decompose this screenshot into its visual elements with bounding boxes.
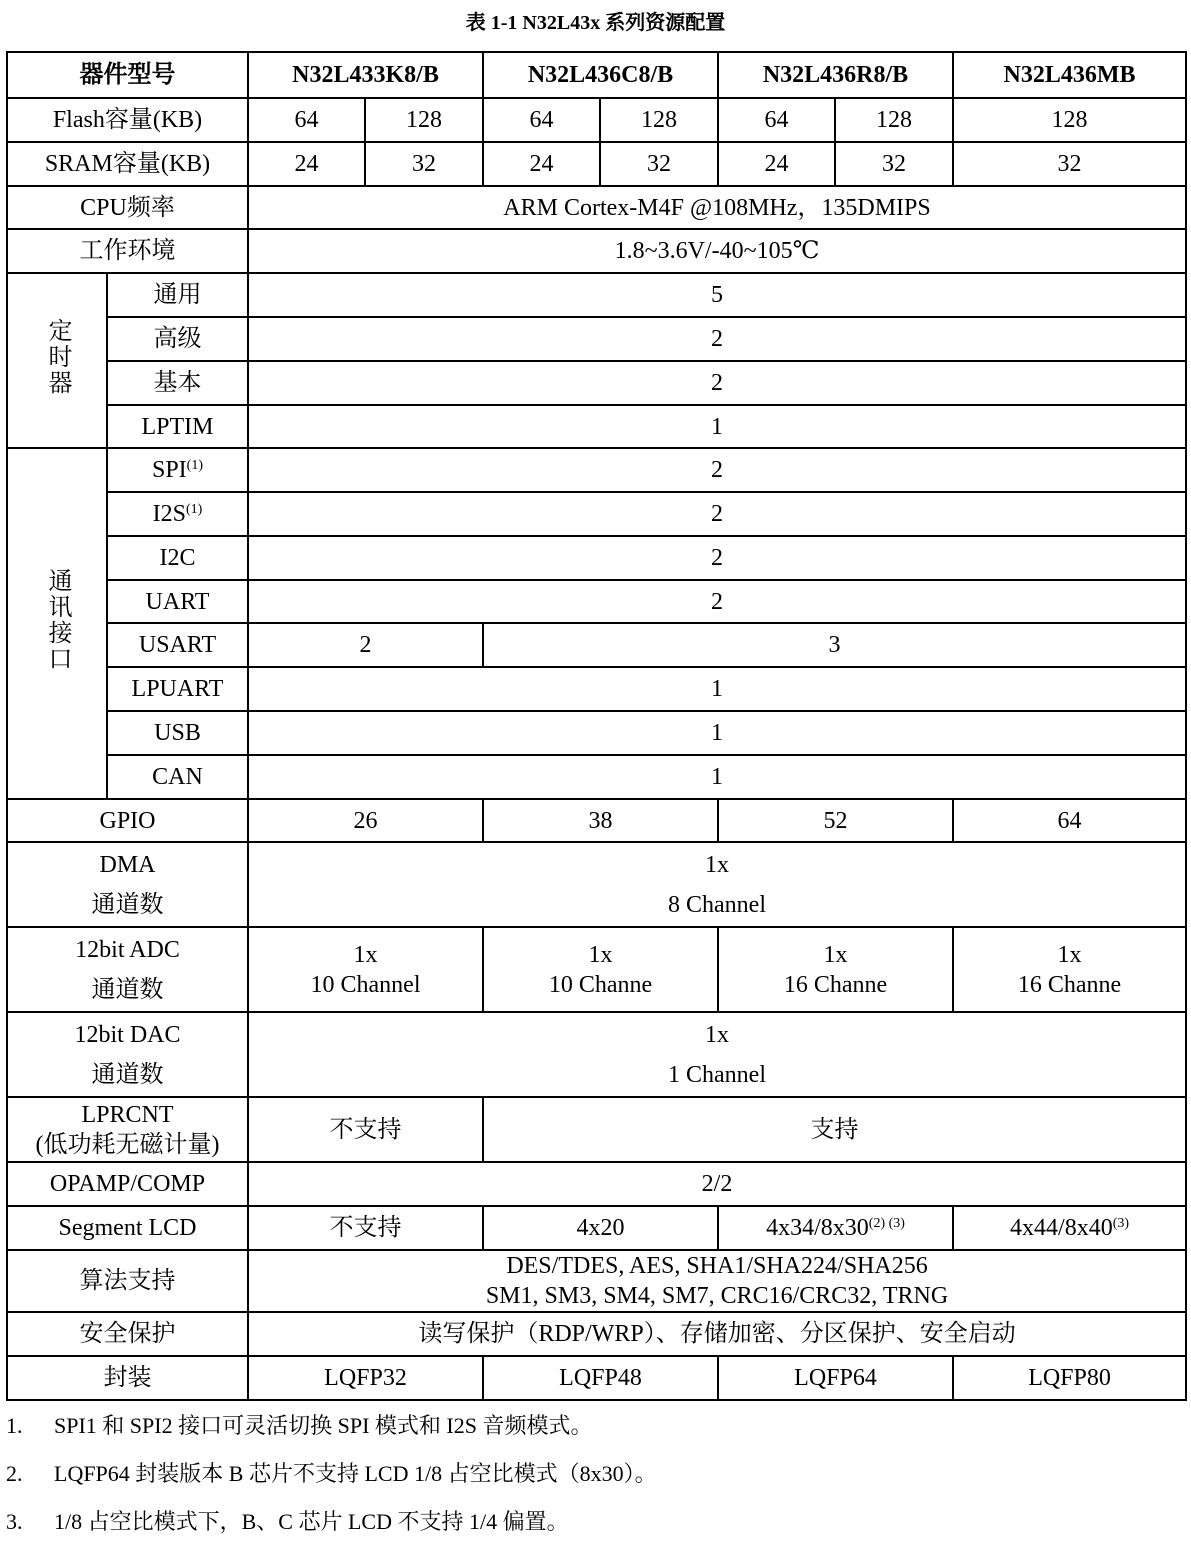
row-label: Flash容量(KB) bbox=[7, 98, 248, 142]
row-label: 封装 bbox=[7, 1356, 248, 1400]
row-label: USART bbox=[107, 623, 248, 667]
adc-value: 1x 16 Channe bbox=[953, 927, 1186, 1012]
comm-value: 2 bbox=[248, 536, 1186, 580]
row-label: 12bit ADC 通道数 bbox=[7, 927, 248, 1012]
row-label: CPU频率 bbox=[7, 186, 248, 229]
flash-value: 64 bbox=[483, 98, 600, 142]
lprcnt-value: 支持 bbox=[483, 1097, 1186, 1162]
sram-value: 32 bbox=[365, 142, 483, 186]
security-row bbox=[7, 1312, 1186, 1356]
lprcnt-row bbox=[7, 1097, 1186, 1162]
resource-table bbox=[6, 51, 1187, 1401]
row-label: 算法支持 bbox=[7, 1250, 248, 1312]
row-label: LPRCNT (低功耗无磁计量) bbox=[7, 1097, 248, 1162]
row-label: CAN bbox=[107, 755, 248, 799]
comm-row bbox=[7, 448, 1186, 492]
comm-row bbox=[7, 667, 1186, 711]
flash-value: 128 bbox=[600, 98, 718, 142]
gpio-row bbox=[7, 799, 1186, 842]
cpu-row bbox=[7, 186, 1186, 229]
footnote: 3. 1/8 占空比模式下，B、C 芯片 LCD 不支持 1/4 偏置。 bbox=[6, 1509, 569, 1534]
row-label: UART bbox=[107, 580, 248, 623]
row-label: 工作环境 bbox=[7, 229, 248, 273]
timer-row bbox=[7, 273, 1186, 317]
timer-value: 5 bbox=[248, 273, 1186, 317]
sram-value: 32 bbox=[835, 142, 953, 186]
row-label: Segment LCD bbox=[7, 1206, 248, 1250]
gpio-value: 52 bbox=[718, 799, 953, 842]
footnotes bbox=[6, 1402, 1176, 1546]
cpu-value: ARM Cortex-M4F @108MHz，135DMIPS bbox=[248, 186, 1186, 229]
algo-value: DES/TDES, AES, SHA1/SHA224/SHA256 SM1, SM3, SM4, SM7, CRC16/CRC32, TRNG bbox=[248, 1250, 1186, 1312]
comm-value: 3 bbox=[483, 623, 1186, 667]
header-corner: 器件型号 bbox=[7, 52, 248, 98]
opamp-value: 2/2 bbox=[248, 1162, 1186, 1206]
gpio-value: 26 bbox=[248, 799, 483, 842]
lprcnt-value: 不支持 bbox=[248, 1097, 483, 1162]
gpio-value: 38 bbox=[483, 799, 718, 842]
lcd-value: $4x34/8x30^{(2) (3)}$ bbox=[718, 1206, 953, 1250]
comm-row bbox=[7, 536, 1186, 580]
sram-value: 32 bbox=[600, 142, 718, 186]
model-header: N32L433K8/B bbox=[248, 52, 483, 98]
dma-row bbox=[7, 842, 1186, 927]
package-value: LQFP32 bbox=[248, 1356, 483, 1400]
sram-value: 24 bbox=[718, 142, 835, 186]
sram-row bbox=[7, 142, 1186, 186]
comm-group-label: 通讯接口 bbox=[7, 448, 107, 799]
comm-value: 2 bbox=[248, 448, 1186, 492]
model-header: N32L436R8/B bbox=[718, 52, 953, 98]
row-label: SPI$^{(1)}$ bbox=[107, 448, 248, 492]
lcd-value: 4x20 bbox=[483, 1206, 718, 1250]
adc-value: 1x 10 Channe bbox=[483, 927, 718, 1012]
opamp-row bbox=[7, 1162, 1186, 1206]
row-label: USB bbox=[107, 711, 248, 755]
timer-value: 1 bbox=[248, 405, 1186, 448]
row-label: 高级 bbox=[107, 317, 248, 361]
lcd-value: 4x44/8x40$^{(3)}$ bbox=[953, 1206, 1186, 1250]
sram-value: 32 bbox=[953, 142, 1186, 186]
header-row bbox=[7, 52, 1186, 98]
lcd-row bbox=[7, 1206, 1186, 1250]
adc-value: 1x 10 Channel bbox=[248, 927, 483, 1012]
row-label: 12bit DAC 通道数 bbox=[7, 1012, 248, 1097]
timer-row bbox=[7, 405, 1186, 448]
adc-row bbox=[7, 927, 1186, 1012]
timer-row bbox=[7, 361, 1186, 405]
row-label: DMA 通道数 bbox=[7, 842, 248, 927]
comm-row bbox=[7, 492, 1186, 536]
sram-value: 24 bbox=[248, 142, 365, 186]
row-label: I2C bbox=[107, 536, 248, 580]
package-value: LQFP80 bbox=[953, 1356, 1186, 1400]
package-row bbox=[7, 1356, 1186, 1400]
lcd-value: 不支持 bbox=[248, 1206, 483, 1250]
env-row bbox=[7, 229, 1186, 273]
flash-value: 128 bbox=[835, 98, 953, 142]
package-value: LQFP64 bbox=[718, 1356, 953, 1400]
row-label: 安全保护 bbox=[7, 1312, 248, 1356]
comm-row bbox=[7, 623, 1186, 667]
dac-row bbox=[7, 1012, 1186, 1097]
flash-value: 128 bbox=[365, 98, 483, 142]
comm-row bbox=[7, 755, 1186, 799]
timer-group-label: 定时器 bbox=[7, 273, 107, 448]
gpio-value: 64 bbox=[953, 799, 1186, 842]
comm-value: 2 bbox=[248, 623, 483, 667]
flash-value: 64 bbox=[718, 98, 835, 142]
row-label: LPUART bbox=[107, 667, 248, 711]
adc-value: 1x 16 Channe bbox=[718, 927, 953, 1012]
comm-value: 1 bbox=[248, 755, 1186, 799]
security-value: 读写保护（RDP/WRP）、存储加密、分区保护、安全启动 bbox=[248, 1312, 1186, 1356]
flash-value: 128 bbox=[953, 98, 1186, 142]
comm-row bbox=[7, 711, 1186, 755]
package-value: LQFP48 bbox=[483, 1356, 718, 1400]
algo-row bbox=[7, 1250, 1186, 1312]
comm-row bbox=[7, 580, 1186, 623]
timer-value: 2 bbox=[248, 317, 1186, 361]
sram-value: 24 bbox=[483, 142, 600, 186]
comm-value: 1 bbox=[248, 667, 1186, 711]
row-label: 基本 bbox=[107, 361, 248, 405]
flash-value: 64 bbox=[248, 98, 365, 142]
comm-value: 2 bbox=[248, 492, 1186, 536]
row-label: OPAMP/COMP bbox=[7, 1162, 248, 1206]
dma-value: 1x 8 Channel bbox=[248, 842, 1186, 927]
row-label: LPTIM bbox=[107, 405, 248, 448]
row-label: GPIO bbox=[7, 799, 248, 842]
model-header: N32L436MB bbox=[953, 52, 1186, 98]
timer-row bbox=[7, 317, 1186, 361]
env-value: 1.8~3.6V/-40~105℃ bbox=[248, 229, 1186, 273]
flash-row bbox=[7, 98, 1186, 142]
footnote: 1. SPI1 和 SPI2 接口可灵活切换 SPI 模式和 I2S 音频模式。 bbox=[6, 1413, 593, 1438]
row-label: 通用 bbox=[107, 273, 248, 317]
model-header: N32L436C8/B bbox=[483, 52, 718, 98]
comm-value: 1 bbox=[248, 711, 1186, 755]
dac-value: 1x 1 Channel bbox=[248, 1012, 1186, 1097]
timer-value: 2 bbox=[248, 361, 1186, 405]
comm-value: 2 bbox=[248, 580, 1186, 623]
row-label: SRAM容量(KB) bbox=[7, 142, 248, 186]
footnote: 2. LQFP64 封装版本 B 芯片不支持 LCD 1/8 占空比模式（8x30）。 bbox=[6, 1461, 657, 1486]
row-label: $I2S^{(1)}$ bbox=[107, 492, 248, 536]
table-caption: 表 1-1 N32L43x 系列资源配置 bbox=[465, 12, 726, 34]
